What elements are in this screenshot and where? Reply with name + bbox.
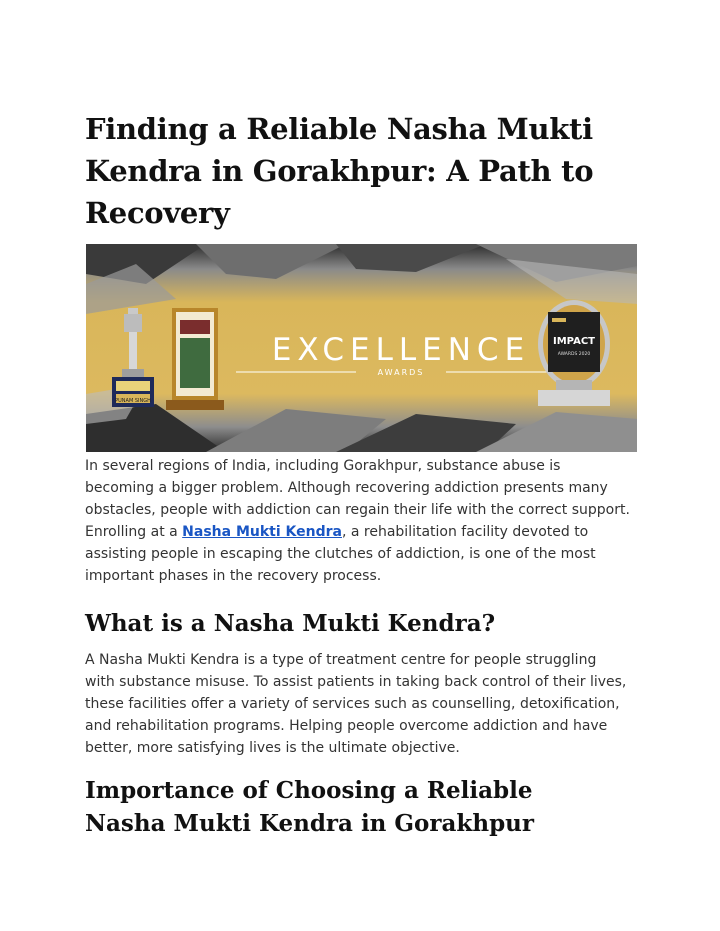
article-title: Finding a Reliable Nasha Mukti Kendra in Gorakhpur: A Path to Recovery: [85, 112, 594, 230]
awards-banner-graphic: [86, 244, 637, 452]
impact-badge-sub: AWARDS 2020: [557, 352, 591, 357]
impact-badge: IMPACT: [553, 336, 595, 347]
intro-paragraph: [85, 455, 630, 587]
nasha-mukti-kendra-link[interactable]: Nasha Mukti Kendra: [182, 524, 342, 540]
excellence-awards-image: [86, 244, 637, 452]
middle-trophy: [166, 308, 224, 410]
plaque-label: PUNAM SINGH: [115, 398, 151, 404]
intro-text-end: , a rehabilitation facility devoted to assisting people in escaping the clutches of addiction, is one of the most important phases in the recovery process.: [85, 524, 596, 584]
section-body-what-is: A Nasha Mukti Kendra is a type of treatment centre for people struggling with substance misuse. To assist patients in taking back control of their lives, these facilities offer a variety of services such as counselling, detoxification, and rehabilitation programs. Helping people overcome addiction and have better, more satisfying lives is the ultimate objective.: [85, 652, 627, 756]
banner-sub: AWARDS: [377, 368, 425, 377]
section-heading-what-is: What is a Nasha Mukti Kendra?: [85, 610, 496, 637]
banner-word: EXCELLENCE: [271, 332, 531, 368]
intro-text-start: In several regions of India, including Gorakhpur, substance abuse is becoming a bigger problem. Although recovering addiction presents many obstacles, people with addiction can regain their life with the correct support. Enrolling at a: [85, 458, 630, 540]
left-trophy: [112, 308, 154, 407]
section-heading-importance: Importance of Choosing a Reliable Nasha Mukti Kendra in Gorakhpur: [85, 777, 534, 837]
